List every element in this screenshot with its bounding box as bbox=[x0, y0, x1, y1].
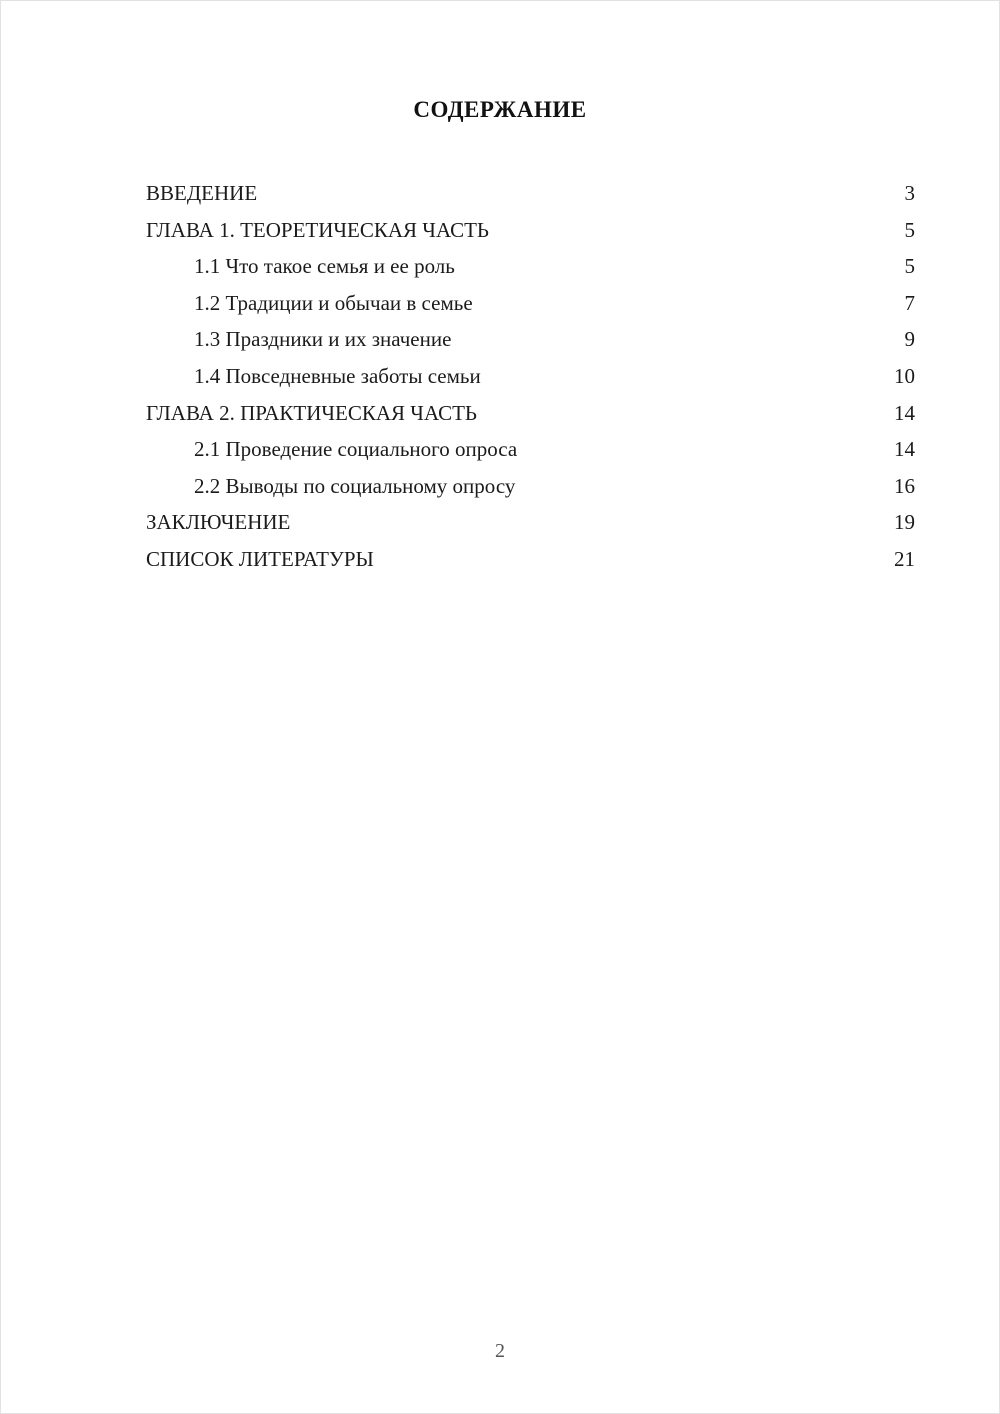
toc-entry bbox=[146, 504, 915, 541]
toc-entry-page: 19 bbox=[894, 510, 915, 535]
toc-entry-label: 2.2 Выводы по социальному опросу bbox=[194, 473, 516, 498]
toc-entry-page: 10 bbox=[894, 363, 915, 388]
toc-entry-label: ЗАКЛЮЧЕНИЕ bbox=[146, 510, 291, 535]
toc-entry bbox=[146, 358, 915, 395]
toc-entry bbox=[146, 431, 915, 468]
toc-entry bbox=[146, 395, 915, 432]
toc-entry-page: 7 bbox=[904, 290, 915, 315]
toc-entry bbox=[146, 212, 915, 249]
toc-entry bbox=[146, 541, 915, 578]
page-title: СОДЕРЖАНИЕ bbox=[413, 97, 587, 122]
toc-entry-page: 9 bbox=[904, 327, 915, 352]
toc-entry bbox=[146, 468, 915, 505]
toc-entry bbox=[146, 175, 915, 212]
toc-entry bbox=[146, 248, 915, 285]
toc-entry-page: 14 bbox=[894, 437, 915, 462]
toc-entry bbox=[146, 285, 915, 322]
toc-entry-label: СПИСОК ЛИТЕРАТУРЫ bbox=[146, 546, 374, 571]
toc-entry-label: ГЛАВА 1. ТЕОРЕТИЧЕСКАЯ ЧАСТЬ bbox=[146, 217, 489, 242]
toc-entry-page: 21 bbox=[894, 546, 915, 571]
toc-entry-page: 3 bbox=[904, 181, 915, 205]
toc-entry-page: 16 bbox=[894, 473, 915, 498]
footer-page-number: 2 bbox=[495, 1340, 505, 1362]
toc-entry-label: 2.1 Проведение социального опроса bbox=[194, 437, 518, 462]
toc-entry bbox=[146, 321, 915, 358]
toc-entry-label: 1.3 Праздники и их значение bbox=[194, 327, 452, 352]
toc-entry-label: 1.4 Повседневные заботы семьи bbox=[194, 363, 481, 388]
toc-entry-page: 14 bbox=[894, 400, 915, 425]
toc-entry-page: 5 bbox=[904, 217, 915, 242]
toc-entry-label: 1.1 Что такое семья и ее роль bbox=[194, 254, 455, 279]
toc-entry-label: ВВЕДЕНИЕ bbox=[146, 181, 258, 205]
toc-entry-label: ГЛАВА 2. ПРАКТИЧЕСКАЯ ЧАСТЬ bbox=[146, 400, 477, 425]
toc-entry-page: 5 bbox=[904, 254, 915, 279]
table-of-contents bbox=[1, 175, 999, 578]
toc-entry-label: 1.2 Традиции и обычаи в семье bbox=[194, 290, 473, 315]
